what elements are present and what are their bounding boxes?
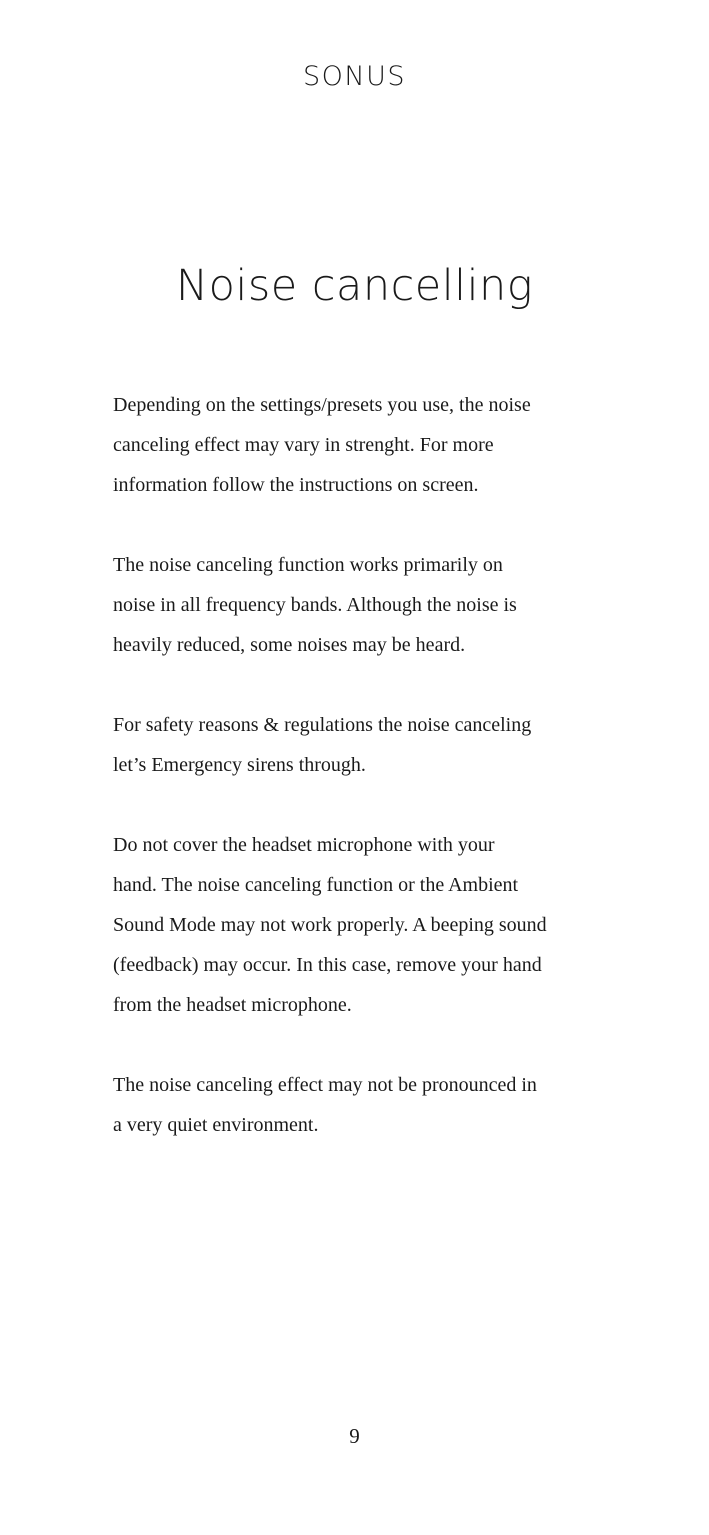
paragraph-line: a very quiet environment. [113,1114,319,1136]
paragraph-line: information follow the instructions on screen. [113,474,479,496]
brand-logo: SONUS [303,61,406,92]
paragraph-line: (feedback) may occur. In this case, remove your hand [113,954,542,976]
paragraph-frequency [113,545,613,665]
paragraph-line: hand. The noise canceling function or the Ambient [113,874,519,896]
paragraph-microphone [113,825,613,1025]
body-content [113,385,613,1185]
paragraph-settings [113,385,613,505]
paragraph-line: from the headset microphone. [113,994,352,1016]
paragraph-line: The noise canceling effect may not be pronounced in [113,1074,537,1096]
paragraph-line: heavily reduced, some noises may be heard. [113,634,466,656]
paragraph-line: Depending on the settings/presets you use, the noise [113,394,531,416]
paragraph-quiet-environment [113,1065,613,1145]
paragraph-line: Do not cover the headset microphone with your [113,834,495,856]
paragraph-line: The noise canceling function works primarily on [113,554,503,576]
page-number: 9 [349,1424,360,1448]
paragraph-line: canceling effect may vary in strenght. For more [113,434,494,456]
paragraph-safety [113,705,613,785]
paragraph-line: let’s Emergency sirens through. [113,754,366,776]
paragraph-line: noise in all frequency bands. Although the noise is [113,594,517,616]
paragraph-line: For safety reasons & regulations the noise canceling [113,714,532,736]
page-title: Noise cancelling [175,261,534,311]
paragraph-line: Sound Mode may not work properly. A beeping sound [113,914,547,936]
